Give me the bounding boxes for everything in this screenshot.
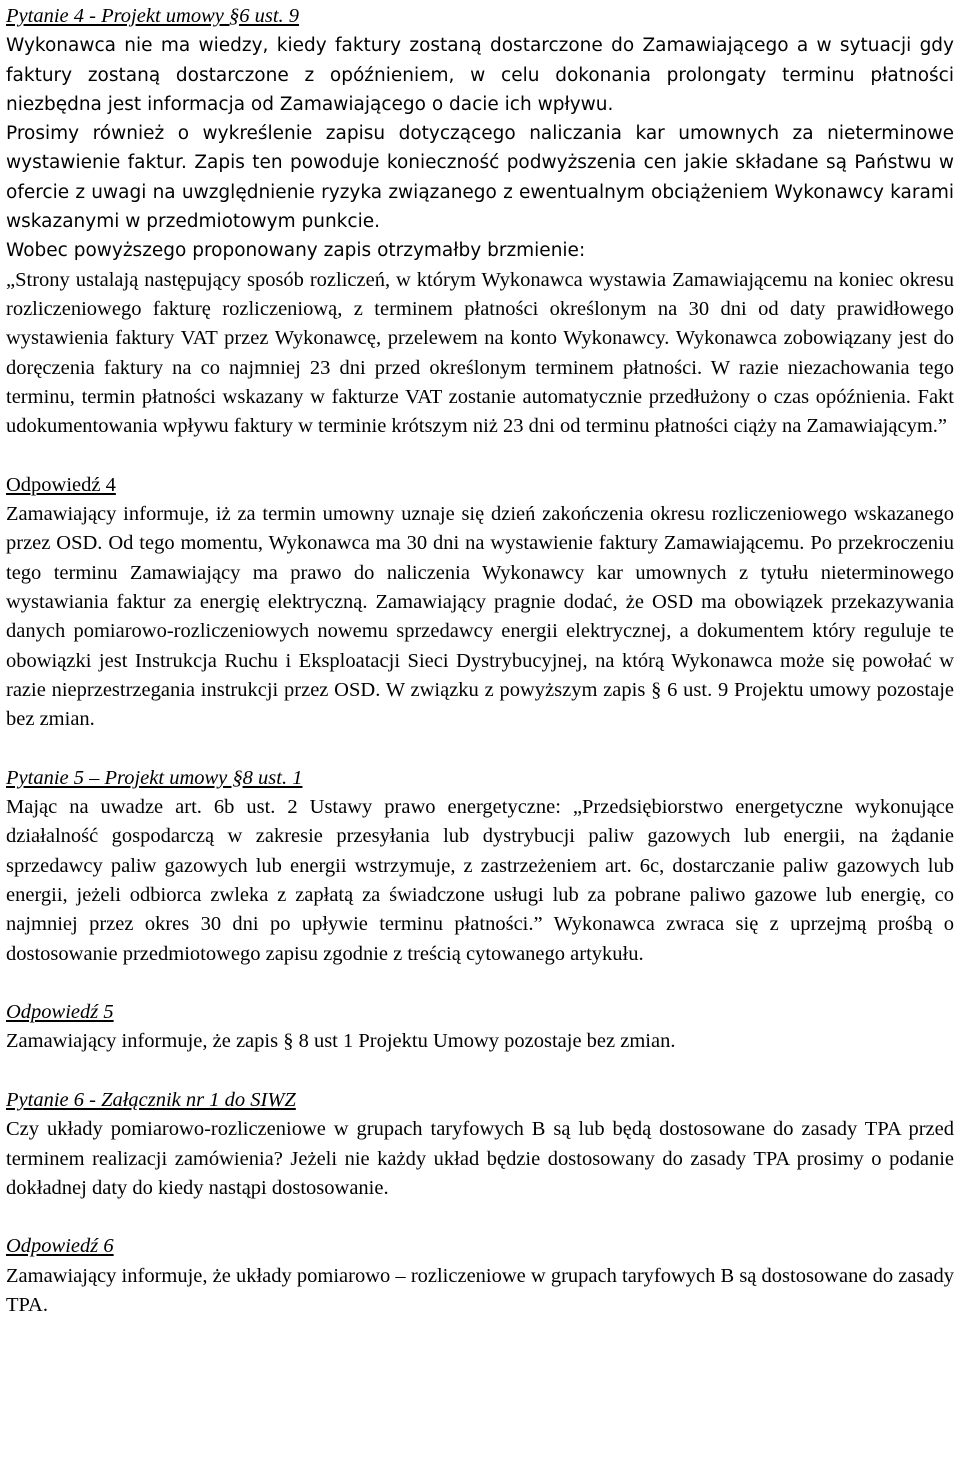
answer-5-heading: Odpowiedź 5 xyxy=(6,1001,114,1024)
answer-5-text: Zamawiający informuje, że zapis § 8 ust 1 Projektu Umowy pozostaje bez zmian. xyxy=(6,1030,676,1053)
question-6-text: Czy układy pomiarowo-rozliczeniowe w grupach taryfowych B są lub będą dostosowane do zasady TPA przed terminem realizacji zamówienia? Jeżeli nie każdy układ będzie dostosowany do zasady TPA prosimy o podanie dokładnej daty do kiedy nastąpi dostosowanie. xyxy=(6,1118,954,1199)
question-4-paragraph-1: Wykonawca nie ma wiedzy, kiedy faktury zostaną dostarczone do Zamawiającego a w sytuacji gdy faktury zostaną dostarczone z opóźnieniem, w celu dokonania prolongaty terminu płatności niezbędna jest informacja od Zamawiającego o dacie ich wpływu. xyxy=(6,35,954,115)
question-4-paragraph-2: Prosimy również o wykreślenie zapisu dotyczącego naliczania kar umownych za nieterminowe wystawienie faktur. Zapis ten powoduje konieczność podwyższenia cen jakie składane są Państwu w ofercie z uwagi na uwzględnienie ryzyka związanego z ewentualnym obciążeniem Wykonawcy karami wskazanymi w przedmiotowym punkcie. xyxy=(6,123,954,233)
answer-4-heading: Odpowiedź 4 xyxy=(6,473,116,496)
question-4-paragraph-3: Wobec powyższego proponowany zapis otrzymałby brzmienie: xyxy=(6,240,586,262)
answer-6-text: Zamawiający informuje, że układy pomiarowo – rozliczeniowe w grupach taryfowych B są dostosowane do zasady TPA. xyxy=(6,1264,954,1317)
question-5-text: Mając na uwadze art. 6b ust. 2 Ustawy prawo energetyczne: „Przedsiębiorstwo energetyczne wykonujące działalność gospodarczą w zakresie przesyłania lub dystrybucji paliw gazowych lub energii, na żądanie sprzedawcy paliw gazowych lub energii wstrzymuje, z zastrzeżeniem art. 6c, dostarczanie paliw gazowych lub energii, jeżeli odbiorca zwleka z zapłatą za świadczone usługi lub za pobrane paliwo gazowe lub energię, co najmniej przez okres 30 dni po upływie terminu płatności.” Wykonawca zwraca się z uprzejmą prośbą o dostosowanie przedmiotowego zapisu zgodnie z treścią cytowanego artykułu. xyxy=(6,796,954,965)
question-6-heading: Pytanie 6 - Załącznik nr 1 do SIWZ xyxy=(6,1088,296,1111)
question-4-proposed-clause: „Strony ustalają następujący sposób rozliczeń, w którym Wykonawca wystawia Zamawiającemu na koniec okresu rozliczeniowego fakturę rozliczeniową, z terminem płatności określonym na 30 dni od daty prawidłowego wystawienia faktury VAT przez Wykonawcę, przelewem na konto Wykonawcy. Wykonawca zobowiązany jest do doręczenia faktury na co najmniej 23 dni przed określonym terminem płatności. W razie niezachowania tego terminu, termin płatności wskazany w fakturze VAT zostanie automatycznie przedłużony o czas opóźnienia. Fakt udokumentowania wpływu faktury w terminie krótszym niż 23 dni od terminu płatności ciąży na Zamawiającym.” xyxy=(6,268,954,438)
question-5-heading: Pytanie 5 – Projekt umowy §8 ust. 1 xyxy=(6,766,303,789)
spacer xyxy=(6,1057,954,1086)
question-4-heading: Pytanie 4 - Projekt umowy §6 ust. 9 xyxy=(6,5,300,27)
answer-6-heading: Odpowiedź 6 xyxy=(6,1235,114,1258)
spacer xyxy=(6,441,954,470)
spacer xyxy=(6,969,954,998)
spacer xyxy=(6,1203,954,1232)
answer-4-text: Zamawiający informuje, iż za termin umowny uznaje się dzień zakończenia okresu rozliczeniowego wskazanego przez OSD. Od tego momentu, Wykonawca ma 30 dni na wystawienie faktury Zamawiającemu. Po przekroczeniu tego terminu Zamawiający ma prawo do naliczenia Wykonawcy kar umownych z tytułu nieterminowego wystawiania faktur za energię elektryczną. Zamawiający pragnie dodać, że OSD ma obowiązek przekazywania danych pomiarowo-rozliczeniowych nowemu sprzedawcy energii elektrycznej, a dokumentem który reguluje te obowiązki jest Instrukcja Ruchu i Eksploatacji Sieci Dystrybucyjnej, na którą Wykonawca może się powołać w razie nieprzestrzegania instrukcji przez OSD. W związku z powyższym zapis § 6 ust. 9 Projektu umowy pozostaje bez zmian. xyxy=(6,503,954,731)
spacer xyxy=(6,734,954,763)
